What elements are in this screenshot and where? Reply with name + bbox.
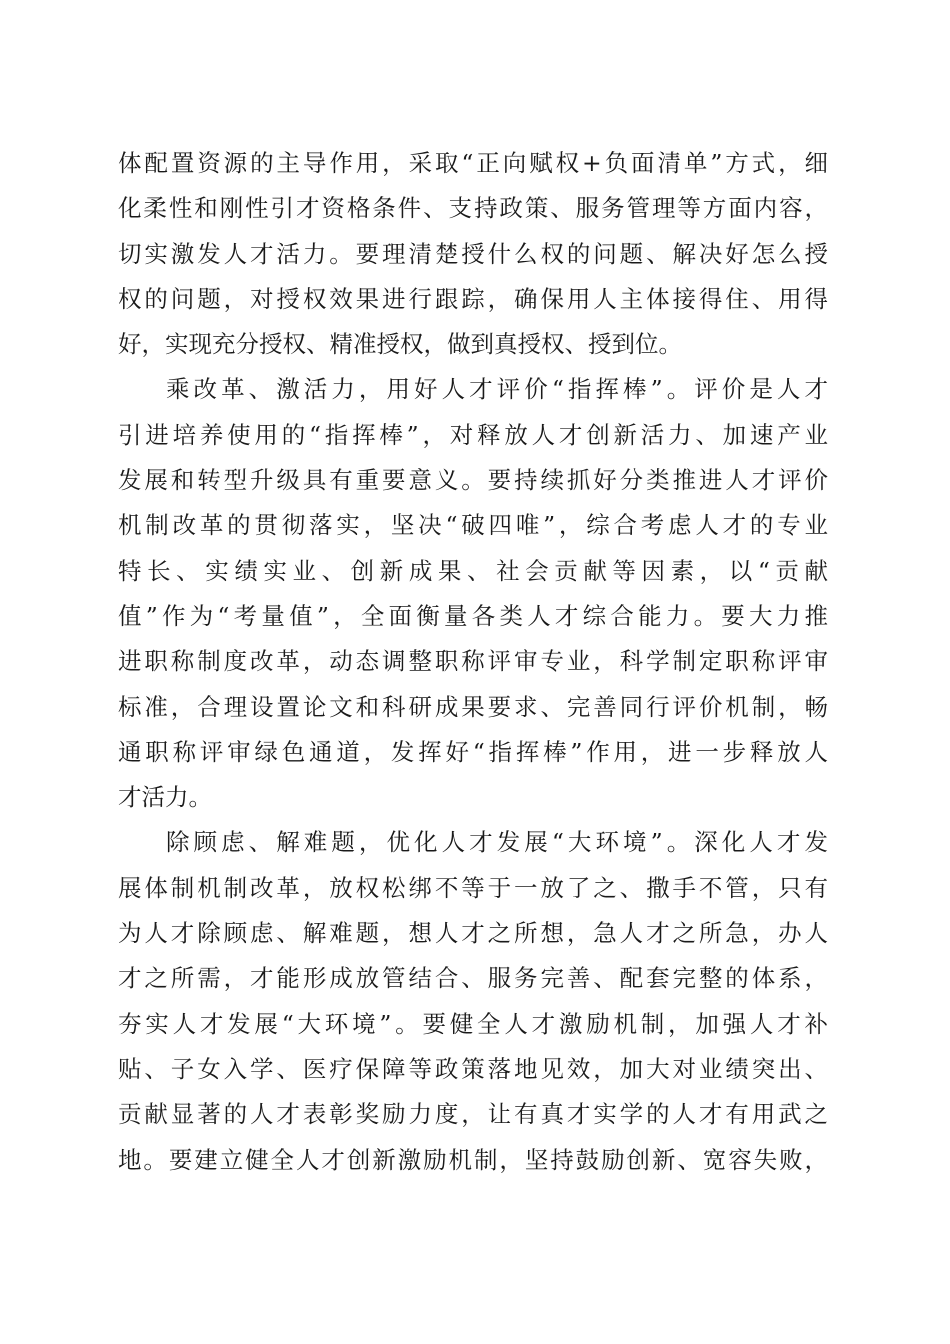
text-line: 好，实现充分授权、精准授权，做到真授权、授到位。 <box>118 330 682 359</box>
text-line: 引进培养使用的“指挥棒”，对释放人才创新活力、加速产业 <box>118 420 828 449</box>
text-line: 才活力。 <box>118 783 212 812</box>
text-line: 发展和转型升级具有重要意义。要持续抓好分类推进人才评价 <box>118 466 828 495</box>
text-line: 体配置资源的主导作用，采取“正向赋权+负面清单”方式，细 <box>118 149 828 177</box>
body-text <box>118 141 828 1183</box>
text-line: 为人才除顾虑、解难题，想人才之所想，急人才之所急，办人 <box>118 919 828 948</box>
text-line: 进职称制度改革，动态调整职称评审专业，科学制定职称评审 <box>118 647 828 676</box>
text-line: 标准，合理设置论文和科研成果要求、完善同行评价机制，畅 <box>118 692 828 721</box>
text-line: 地。要建立健全人才创新激励机制，坚持鼓励创新、宽容失败， <box>118 1145 828 1174</box>
text-line: 切实激发人才活力。要理清楚授什么权的问题、解决好怎么授 <box>118 239 828 268</box>
text-line: 展体制机制改革，放权松绑不等于一放了之、撒手不管，只有 <box>118 873 828 902</box>
text-line: 通职称评审绿色通道，发挥好“指挥棒”作用，进一步释放人 <box>118 737 828 766</box>
text-line: 值”作为“考量值”，全面衡量各类人才综合能力。要大力推 <box>118 601 828 630</box>
text-line: 贡献显著的人才表彰奖励力度，让有真才实学的人才有用武之 <box>118 1100 828 1129</box>
text-line: 贴、子女入学、医疗保障等政策落地见效，加大对业绩突出、 <box>118 1054 828 1083</box>
text-line: 化柔性和刚性引才资格条件、支持政策、服务管理等方面内容， <box>118 194 828 223</box>
text-line: 才之所需，才能形成放管结合、服务完善、配套完整的体系， <box>118 964 828 993</box>
text-line: 特长、实绩实业、创新成果、社会贡献等因素，以“贡献 <box>118 556 828 585</box>
text-line: 夯实人才发展“大环境”。要健全人才激励机制，加强人才补 <box>118 1009 828 1038</box>
paragraph-heading-line: 乘改革、激活力，用好人才评价“指挥棒”。评价是人才 <box>166 375 828 404</box>
text-line: 机制改革的贯彻落实，坚决“破四唯”，综合考虑人才的专业 <box>118 511 828 540</box>
paragraph-heading-line: 除顾虑、解难题，优化人才发展“大环境”。深化人才发 <box>166 828 828 857</box>
text-line: 权的问题，对授权效果进行跟踪，确保用人主体接得住、用得 <box>118 284 828 313</box>
